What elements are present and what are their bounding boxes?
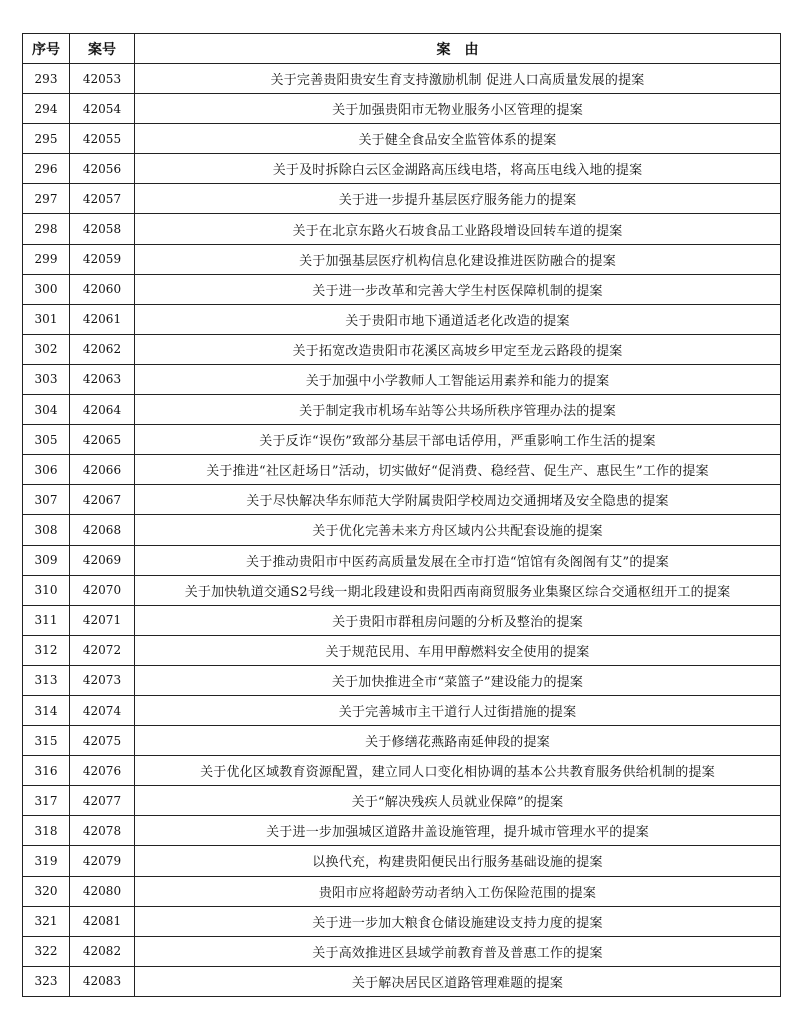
row-seq-number: 320 [23, 876, 70, 906]
row-case-number: 42077 [70, 786, 135, 816]
row-seq-number: 297 [23, 184, 70, 214]
row-proposal-title: 关于推进“社区赶场日”活动，切实做好“促消费、稳经营、促生产、惠民生”工作的提案 [135, 455, 781, 485]
row-proposal-title: 关于加强中小学教师人工智能运用素养和能力的提案 [135, 364, 781, 394]
table-row [23, 786, 781, 816]
row-case-number: 42058 [70, 214, 135, 244]
row-proposal-title: 关于进一步提升基层医疗服务能力的提案 [135, 184, 781, 214]
row-case-number: 42081 [70, 906, 135, 936]
row-proposal-title: 关于尽快解决华东师范大学附属贵阳学校周边交通拥堵及安全隐患的提案 [135, 485, 781, 515]
table-row [23, 124, 781, 154]
table-row [23, 425, 781, 455]
row-case-number: 42074 [70, 695, 135, 725]
row-case-number: 42065 [70, 425, 135, 455]
row-proposal-title: 关于修缮花燕路南延伸段的提案 [135, 726, 781, 756]
row-seq-number: 308 [23, 515, 70, 545]
row-proposal-title: 关于进一步改革和完善大学生村医保障机制的提案 [135, 274, 781, 304]
row-case-number: 42079 [70, 846, 135, 876]
row-case-number: 42075 [70, 726, 135, 756]
row-proposal-title: 关于加快轨道交通S2号线一期北段建设和贵阳西南商贸服务业集聚区综合交通枢纽开工的提案 [135, 575, 781, 605]
row-proposal-title: 关于高效推进区县域学前教育普及普惠工作的提案 [135, 936, 781, 966]
table-row [23, 876, 781, 906]
table-row [23, 756, 781, 786]
row-proposal-title: 关于加强基层医疗机构信息化建设推进医防融合的提案 [135, 244, 781, 274]
table-row [23, 395, 781, 425]
row-proposal-title: 贵阳市应将超龄劳动者纳入工伤保险范围的提案 [135, 876, 781, 906]
table-row [23, 726, 781, 756]
table-row [23, 906, 781, 936]
row-proposal-title: 关于加快推进全市“菜篮子”建设能力的提案 [135, 665, 781, 695]
table-body [23, 64, 781, 997]
table-row [23, 635, 781, 665]
row-case-number: 42083 [70, 966, 135, 996]
row-case-number: 42071 [70, 605, 135, 635]
row-seq-number: 316 [23, 756, 70, 786]
row-seq-number: 314 [23, 695, 70, 725]
row-proposal-title: 关于健全食品安全监管体系的提案 [135, 124, 781, 154]
row-case-number: 42080 [70, 876, 135, 906]
row-proposal-title: 关于推动贵阳市中医药高质量发展在全市打造“馆馆有灸阁阁有艾”的提案 [135, 545, 781, 575]
row-seq-number: 319 [23, 846, 70, 876]
row-seq-number: 299 [23, 244, 70, 274]
row-proposal-title: 关于完善贵阳贵安生育支持激励机制 促进人口高质量发展的提案 [135, 64, 781, 94]
table-row [23, 334, 781, 364]
row-seq-number: 293 [23, 64, 70, 94]
table-row [23, 846, 781, 876]
row-seq-number: 318 [23, 816, 70, 846]
table-row [23, 184, 781, 214]
row-case-number: 42076 [70, 756, 135, 786]
row-proposal-title: 关于进一步加强城区道路井盖设施管理，提升城市管理水平的提案 [135, 816, 781, 846]
table-row [23, 695, 781, 725]
row-seq-number: 309 [23, 545, 70, 575]
row-seq-number: 303 [23, 364, 70, 394]
row-case-number: 42057 [70, 184, 135, 214]
row-seq-number: 294 [23, 94, 70, 124]
table-row [23, 545, 781, 575]
row-seq-number: 322 [23, 936, 70, 966]
table-row [23, 816, 781, 846]
table-row [23, 936, 781, 966]
table-row [23, 94, 781, 124]
row-seq-number: 295 [23, 124, 70, 154]
table-row [23, 515, 781, 545]
table-row [23, 274, 781, 304]
row-proposal-title: 关于优化区域教育资源配置，建立同人口变化相协调的基本公共教育服务供给机制的提案 [135, 756, 781, 786]
row-case-number: 42061 [70, 304, 135, 334]
table-row [23, 214, 781, 244]
row-seq-number: 310 [23, 575, 70, 605]
row-case-number: 42059 [70, 244, 135, 274]
row-case-number: 42062 [70, 334, 135, 364]
row-seq-number: 305 [23, 425, 70, 455]
proposal-table [22, 33, 781, 997]
row-proposal-title: 以换代充，构建贵阳便民出行服务基础设施的提案 [135, 846, 781, 876]
row-case-number: 42063 [70, 364, 135, 394]
table-row [23, 605, 781, 635]
row-case-number: 42078 [70, 816, 135, 846]
row-case-number: 42066 [70, 455, 135, 485]
row-seq-number: 306 [23, 455, 70, 485]
row-case-number: 42060 [70, 274, 135, 304]
row-case-number: 42069 [70, 545, 135, 575]
row-case-number: 42064 [70, 395, 135, 425]
row-proposal-title: 关于拓宽改造贵阳市花溪区高坡乡甲定至龙云路段的提案 [135, 334, 781, 364]
row-seq-number: 301 [23, 304, 70, 334]
table-row [23, 364, 781, 394]
row-case-number: 42070 [70, 575, 135, 605]
table-row [23, 154, 781, 184]
row-seq-number: 321 [23, 906, 70, 936]
row-proposal-title: 关于解决居民区道路管理难题的提案 [135, 966, 781, 996]
row-seq-number: 313 [23, 665, 70, 695]
table-header [23, 34, 781, 64]
row-proposal-title: 关于加强贵阳市无物业服务小区管理的提案 [135, 94, 781, 124]
row-seq-number: 307 [23, 485, 70, 515]
header-seq: 序号 [23, 34, 70, 64]
row-seq-number: 298 [23, 214, 70, 244]
row-seq-number: 315 [23, 726, 70, 756]
row-seq-number: 304 [23, 395, 70, 425]
row-proposal-title: 关于贵阳市地下通道适老化改造的提案 [135, 304, 781, 334]
row-proposal-title: 关于反诈“误伤”致部分基层干部电话停用，严重影响工作生活的提案 [135, 425, 781, 455]
table-row [23, 64, 781, 94]
row-seq-number: 302 [23, 334, 70, 364]
row-case-number: 42055 [70, 124, 135, 154]
row-case-number: 42067 [70, 485, 135, 515]
row-proposal-title: 关于贵阳市群租房问题的分析及整治的提案 [135, 605, 781, 635]
row-case-number: 42056 [70, 154, 135, 184]
row-case-number: 42073 [70, 665, 135, 695]
table-row [23, 665, 781, 695]
row-case-number: 42072 [70, 635, 135, 665]
row-proposal-title: 关于在北京东路火石坡食品工业路段增设回转车道的提案 [135, 214, 781, 244]
table-row [23, 485, 781, 515]
row-seq-number: 311 [23, 605, 70, 635]
header-row [23, 34, 781, 64]
row-proposal-title: 关于及时拆除白云区金湖路高压线电塔，将高压电线入地的提案 [135, 154, 781, 184]
table-row [23, 304, 781, 334]
row-proposal-title: 关于进一步加大粮食仓储设施建设支持力度的提案 [135, 906, 781, 936]
row-proposal-title: 关于规范民用、车用甲醇燃料安全使用的提案 [135, 635, 781, 665]
row-proposal-title: 关于完善城市主干道行人过街措施的提案 [135, 695, 781, 725]
row-seq-number: 296 [23, 154, 70, 184]
row-case-number: 42082 [70, 936, 135, 966]
row-proposal-title: 关于“解决残疾人员就业保障”的提案 [135, 786, 781, 816]
row-seq-number: 323 [23, 966, 70, 996]
row-proposal-title: 关于优化完善未来方舟区域内公共配套设施的提案 [135, 515, 781, 545]
table-row [23, 966, 781, 996]
header-title: 案 由 [135, 34, 781, 64]
row-proposal-title: 关于制定我市机场车站等公共场所秩序管理办法的提案 [135, 395, 781, 425]
row-seq-number: 317 [23, 786, 70, 816]
table-row [23, 575, 781, 605]
header-case: 案号 [70, 34, 135, 64]
row-case-number: 42053 [70, 64, 135, 94]
table-row [23, 455, 781, 485]
row-seq-number: 300 [23, 274, 70, 304]
row-case-number: 42068 [70, 515, 135, 545]
row-case-number: 42054 [70, 94, 135, 124]
table-row [23, 244, 781, 274]
row-seq-number: 312 [23, 635, 70, 665]
